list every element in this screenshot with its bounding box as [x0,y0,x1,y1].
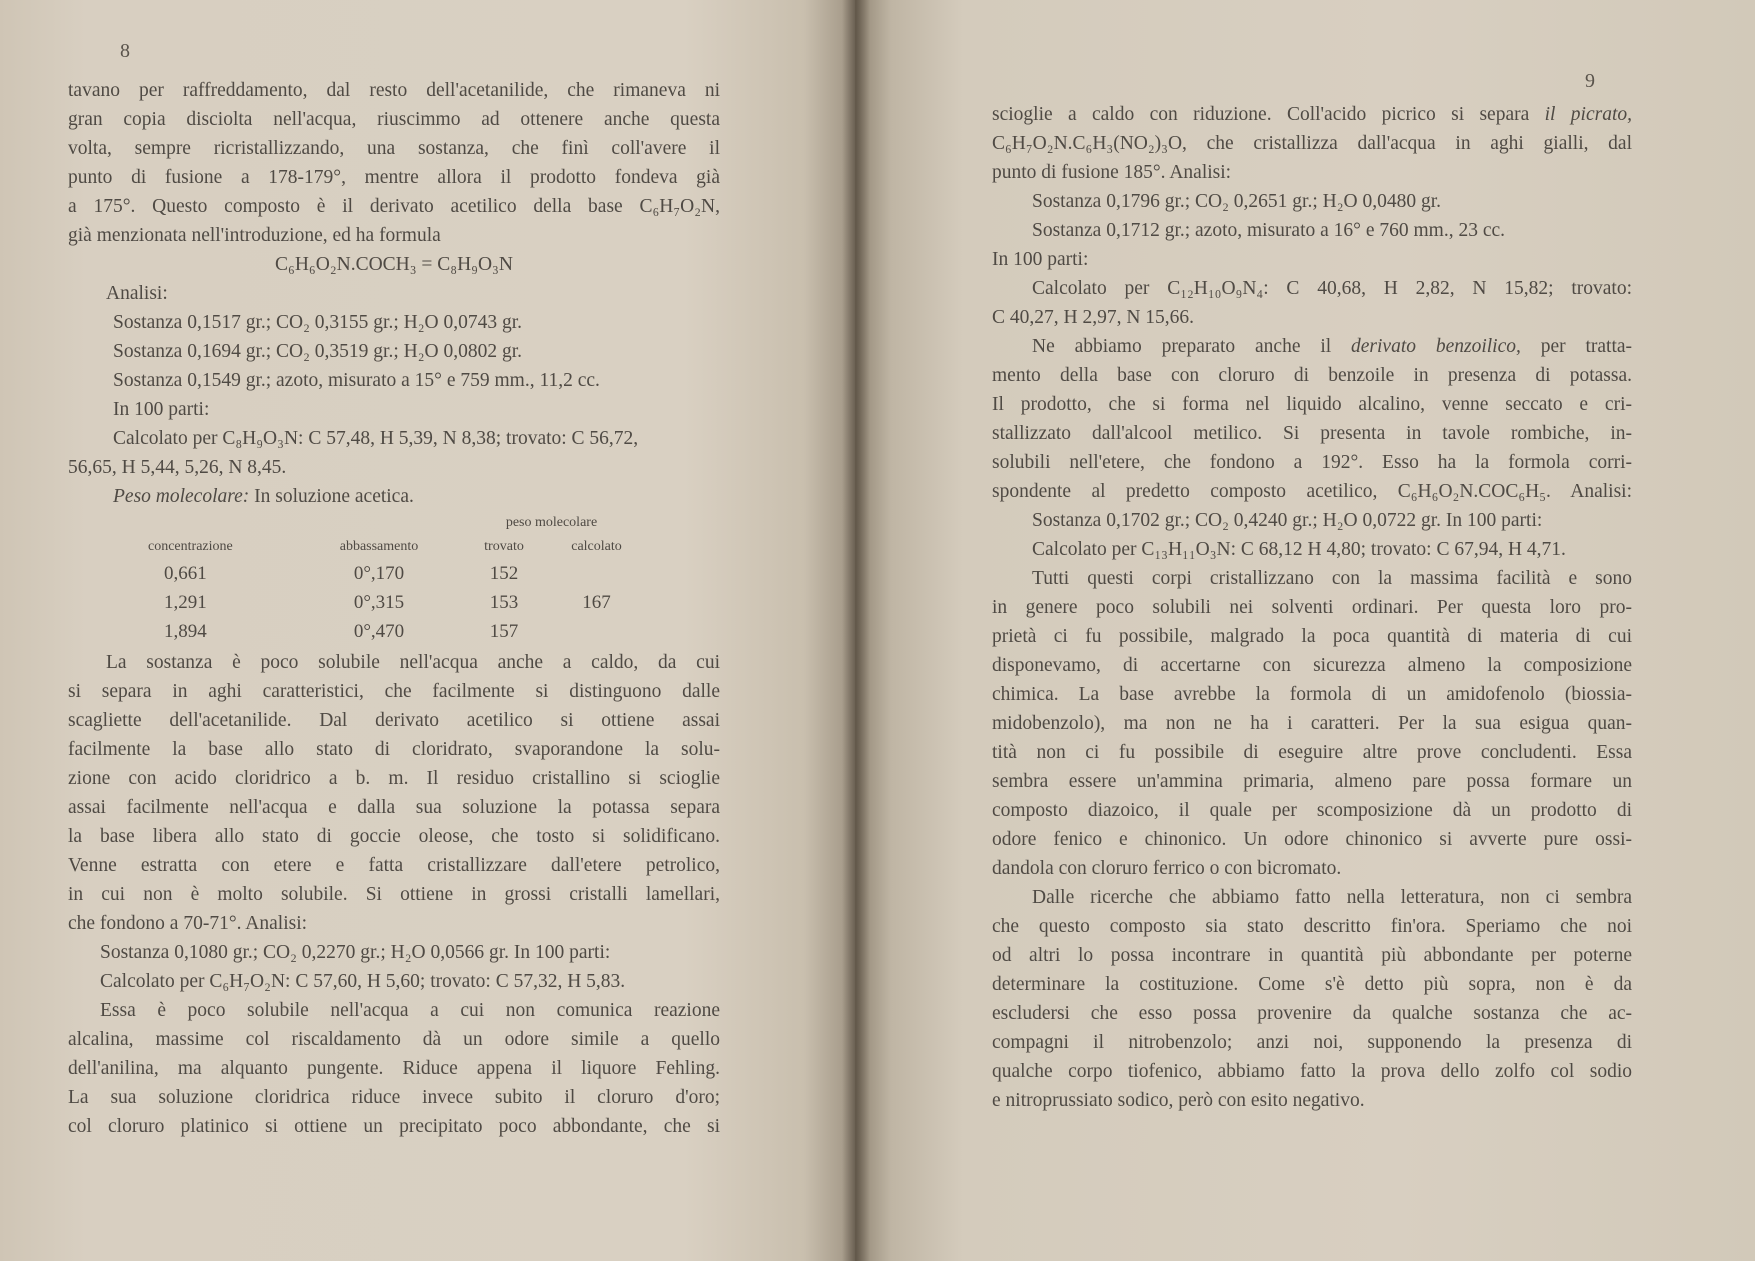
text-line: determinare la costituzione. Come s'è detto più sopra, non è da [992,974,1632,995]
text-line: alcalina, massime col riscaldamento dà un odore simile a quello [68,1029,720,1050]
analysis-label: Analisi: [106,283,168,304]
text-line: La sua soluzione cloridrica riduce invece subito il cloruro d'oro; [68,1087,720,1108]
text-line: Il prodotto, che si forma nel liquido alcalino, venne seccato e cri- [992,394,1632,415]
table-header: calcolato [571,539,622,554]
text-line: che fondono a 70-71°. Analisi: [68,913,308,934]
table-cell [549,617,644,646]
text-fragment: Ne abbiamo preparato anche il [1032,336,1352,357]
text-line: si separa in aghi caratteristici, che facilmente si distinguono dalle [68,681,720,702]
text-line: chimica. La base avrebbe la formola di un amidofenolo (biossia- [992,684,1632,705]
text-line [992,332,1632,361]
text-line: mento della base con cloruro di benzoile in presenza di potassa. [992,365,1632,386]
right-page-text [992,100,1632,1115]
text-line: gran copia disciolta nell'acqua, riuscimmo ad ottenere anche questa [68,109,720,130]
text-line: In 100 parti: [113,399,210,420]
text-line: Venne estratta con etere e fatta cristallizzare dall'etere petrolico, [68,855,720,876]
text-line: Sostanza 0,1080 gr.; CO₂ 0,2270 gr.; H₂O 0,0566 gr. In 100 parti: [100,942,611,963]
table-cell: 1,894 [164,621,207,642]
text-line: composto diazoico, il quale per scomposizione dà un prodotto di [992,800,1632,821]
table-header: trovato [484,539,524,554]
text-line: od altri lo possa incontrare in quantità più abbondante per poterne [992,945,1632,966]
text-fragment: scioglie a caldo con riduzione. Coll'acido picrico si separa [992,104,1545,125]
text-line: qualche corpo tiofenico, abbiamo fatto la prova dello zolfo col sodio [992,1061,1632,1082]
text-line: stallizzato dall'alcool metilico. Si presenta in tavole rombiche, in- [992,423,1632,444]
calc-line: C 40,27, H 2,97, N 15,66. [992,307,1195,328]
molecular-rest: In soluzione acetica. [249,486,414,507]
text-line: assai facilmente nell'acqua e dalla sua soluzione la potassa separa [68,797,720,818]
text-line: disponevamo, di accertarne con sicurezza almeno la composizione [992,655,1632,676]
table-cell: 0°,470 [353,621,405,642]
text-line: escludersi che esso possa provenire da qualche sostanza che ac- [992,1003,1632,1024]
text-line: In 100 parti: [992,249,1089,270]
table-header: abbassamento [339,539,419,554]
page-number: 8 [120,40,130,62]
molecular-weight-line [68,482,720,511]
italic-term: il picrato, [1544,104,1632,125]
table-cell: 167 [582,592,611,613]
text-line: Essa è poco solubile nell'acqua a cui non comunica reazione [100,1000,720,1021]
calc-line: 56,65, H 5,44, 5,26, N 8,45. [68,457,287,478]
text-line: Dalle ricerche che abbiamo fatto nella letteratura, non ci sembra [1032,887,1632,908]
page-number: 9 [1585,70,1595,92]
molecular-label: Peso molecolare: [113,486,250,507]
text-line: Calcolato per C₁₃H₁₁O₃N: C 68,12 H 4,80; trovato: C 67,94, H 4,71. [1032,539,1566,560]
text-line: prietà ci fu possibile, malgrado la poca quantità di materia di cui [992,626,1632,647]
table-cell: 157 [489,621,519,642]
text-line: midobenzolo), ma non ne ha i caratteri. Per la sua esigua quan- [992,713,1632,734]
text-line: Tutti questi corpi cristallizzano con la massima facilità e sono [1032,568,1632,589]
table-cell: 0,661 [164,563,207,584]
text-line: la base libera allo stato di goccie oleose, che tosto si solidificano. [68,826,720,847]
text-line: e nitroprussiato sodico, però con esito negativo. [992,1090,1365,1111]
text-line: in genere poco solubili nei solventi ordinari. Per questa loro pro- [992,597,1632,618]
table-cell: 0°,170 [353,563,405,584]
book-gutter [842,0,870,1261]
text-line: volta, sempre ricristallizzando, una sostanza, che finì coll'avere il [68,138,720,159]
text-line [992,100,1632,129]
text-line: compagni il nitrobenzolo; anzi noi, supponendo la presenza di [992,1032,1632,1053]
formula-line: C₆H₆O₂N.COCH₃ = C₈H₉O₃N [275,254,513,275]
text-line: solubili nell'etere, che fondono a 192°. Esso ha la formola corri- [992,452,1632,473]
text-line: punto di fusione a 178-179°, mentre allora il prodotto fondeva già [68,167,720,188]
left-page [0,0,855,1261]
italic-term: derivato benzoilico, [1351,336,1521,357]
text-line: La sostanza è poco solubile nell'acqua anche a caldo, da cui [106,652,720,673]
text-line: scagliette dell'acetanilide. Dal derivato acetilico si ottiene assai [68,710,720,731]
table-cell: 152 [489,563,519,584]
text-line: Sostanza 0,1796 gr.; CO₂ 0,2651 gr.; H₂O 0,0480 gr. [1032,191,1442,212]
text-line: dandola con cloruro ferrico o con bicromato. [992,858,1342,879]
calc-line: Calcolato per C₁₂H₁₀O₉N₄: C 40,68, H 2,82, N 15,82; trovato: [1032,278,1632,299]
text-line: Calcolato per C₆H₇O₂N: C 57,60, H 5,60; trovato: C 57,32, H 5,83. [100,971,626,992]
table-header: peso molecolare [505,515,598,530]
calc-line: Calcolato per C₈H₉O₃N: C 57,48, H 5,39, N 8,38; trovato: C 56,72, [113,428,639,449]
text-line: Sostanza 0,1694 gr.; CO₂ 0,3519 gr.; H₂O 0,0802 gr. [113,341,523,362]
molecular-weight-table [68,511,720,646]
text-line: sembra essere un'ammina primaria, almeno pare possa formare un [992,771,1632,792]
text-line: a 175°. Questo composto è il derivato acetilico della base C₆H₇O₂N, [68,196,720,217]
table-row [68,588,720,617]
text-line: già menzionata nell'introduzione, ed ha formula [68,225,441,246]
text-line: dell'anilina, ma alquanto pungente. Riduce appena il liquore Fehling. [68,1058,720,1079]
text-line: punto di fusione 185°. Analisi: [992,162,1232,183]
text-line: che questo composto sia stato descritto fin'ora. Speriamo che noi [992,916,1632,937]
text-line: in cui non è molto solubile. Si ottiene in grossi cristalli lamellari, [68,884,720,905]
text-line: col cloruro platinico si ottiene un precipitato poco abbondante, che si [68,1116,720,1137]
text-fragment: per tratta- [1520,336,1633,357]
text-line: tavano per raffreddamento, dal resto dell'acetanilide, che rimaneva ni [68,80,720,101]
text-line: spondente al predetto composto acetilico, C₆H₆O₂N.COC₆H₅. Analisi: [992,481,1632,502]
table-cell: 153 [489,592,519,613]
table-row [68,559,720,588]
table-group-header [68,511,720,535]
table-cell: 1,291 [164,592,207,613]
table-row [68,617,720,646]
text-line: zione con acido cloridrico a b. m. Il residuo cristallino si scioglie [68,768,720,789]
text-line: odore fenico e chinonico. Un odore chinonico si avverte pure ossi- [992,829,1632,850]
text-line: tità non ci fu possibile di eseguire altre prove concludenti. Essa [992,742,1632,763]
text-line: facilmente la base allo stato di cloridrato, svaporandone la solu- [68,739,720,760]
table-cell: 0°,315 [353,592,405,613]
text-line: Sostanza 0,1517 gr.; CO₂ 0,3155 gr.; H₂O 0,0743 gr. [113,312,523,333]
table-cell [549,559,644,588]
text-line: C₆H₇O₂N.C₆H₃(NO₂)₃O, che cristallizza dall'acqua in aghi gialli, dal [992,133,1632,154]
text-line: Sostanza 0,1549 gr.; azoto, misurato a 15° e 759 mm., 11,2 cc. [113,370,600,391]
table-header: concentrazione [148,539,233,554]
text-line: Sostanza 0,1702 gr.; CO₂ 0,4240 gr.; H₂O 0,0722 gr. In 100 parti: [1032,510,1543,531]
text-line: Sostanza 0,1712 gr.; azoto, misurato a 16° e 760 mm., 23 cc. [1032,220,1505,241]
left-page-text [68,76,720,1141]
table-header-row [68,535,720,559]
